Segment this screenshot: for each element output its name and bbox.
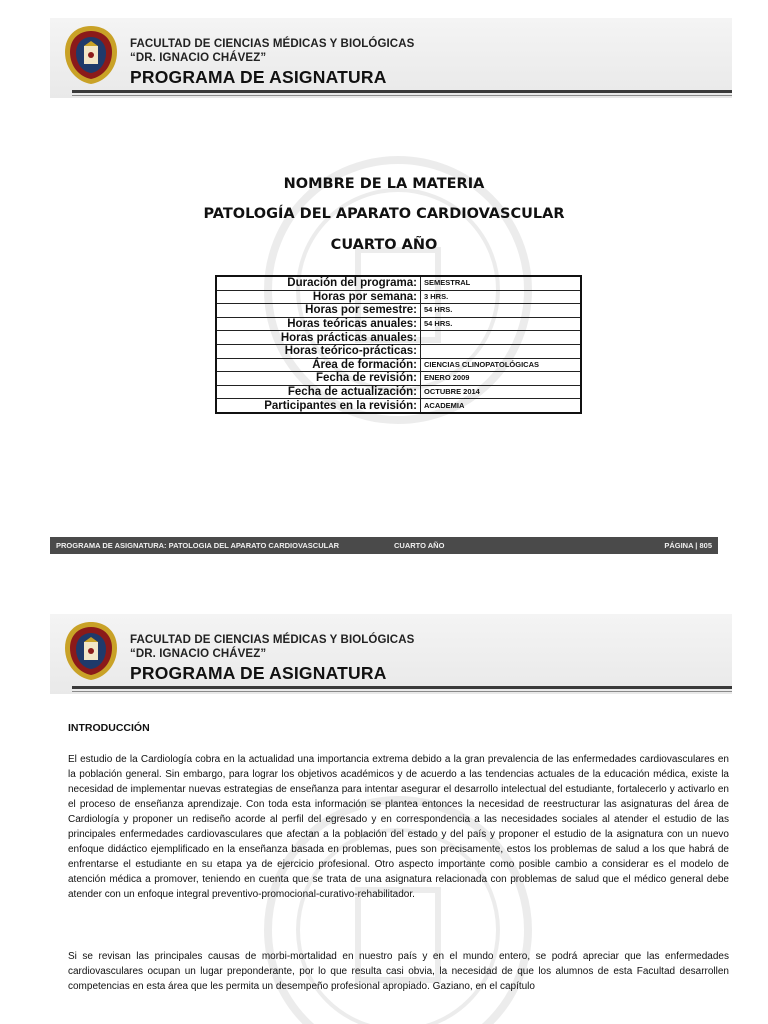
info-row — [216, 276, 581, 290]
info-label: Duración del programa: — [216, 276, 421, 290]
document-title: PROGRAMA DE ASIGNATURA — [130, 663, 387, 683]
info-row — [216, 385, 581, 399]
info-label: Participantes en la revisión: — [216, 399, 421, 413]
program-info-table — [215, 275, 582, 414]
header-divider — [72, 686, 732, 689]
course-year: CUARTO AÑO — [330, 237, 438, 253]
info-value: OCTUBRE 2014 — [421, 385, 582, 399]
footer-year: CUARTO AÑO — [394, 541, 445, 550]
info-value: CIENCIAS CLINOPATOLÓGICAS — [421, 358, 582, 372]
subject-name: PATOLOGÍA DEL APARATO CARDIOVASCULAR — [203, 206, 565, 222]
info-label: Horas por semana: — [216, 290, 421, 304]
info-row — [216, 331, 581, 345]
institution-name: FACULTAD DE CIENCIAS MÉDICAS Y BIOLÓGICAS — [130, 38, 415, 50]
body-paragraph: Si se revisan las principales causas de morbi-mortalidad en nuestro país y en el mundo entero, se podrá apreciar que las enfermedades cardiovasculares ocupan un lugar preponderante, por lo que resulta casi obvia, la necesidad de que los alumnos de esta Facultad desarrollen competencias en esta área que les permita un desempeño profesional apropiado. Gaziano, en el capítulo — [68, 951, 729, 992]
institution-name: FACULTAD DE CIENCIAS MÉDICAS Y BIOLÓGICAS — [130, 634, 415, 646]
page-header — [50, 614, 732, 694]
info-row — [216, 290, 581, 304]
info-value: 54 HRS. — [421, 304, 582, 318]
info-row — [216, 399, 581, 413]
info-label: Horas teóricas anuales: — [216, 317, 421, 331]
section-heading: INTRODUCCIÓN — [68, 722, 150, 734]
document-title: PROGRAMA DE ASIGNATURA — [130, 67, 387, 87]
info-row — [216, 372, 581, 386]
subject-name-label: NOMBRE DE LA MATERIA — [283, 176, 485, 192]
info-row — [216, 344, 581, 358]
university-crest-icon — [62, 620, 120, 682]
footer-program-name: PROGRAMA DE ASIGNATURA: PATOLOGIA DEL APARATO CARDIOVASCULAR — [56, 541, 340, 550]
header-divider — [72, 90, 732, 93]
header-divider-thin — [72, 691, 732, 692]
university-crest-icon — [62, 24, 120, 86]
info-row — [216, 304, 581, 318]
info-value: 54 HRS. — [421, 317, 582, 331]
info-value — [421, 344, 582, 358]
info-label: Fecha de revisión: — [216, 372, 421, 386]
info-value: 3 HRS. — [421, 290, 582, 304]
info-value — [421, 331, 582, 345]
footer-page-number: PÁGINA | 805 — [664, 541, 712, 550]
info-label: Área de formación: — [216, 358, 421, 372]
info-label: Horas por semestre: — [216, 304, 421, 318]
info-label: Horas prácticas anuales: — [216, 331, 421, 345]
info-value: ACADEMIA — [421, 399, 582, 413]
page-header — [50, 18, 732, 98]
body-paragraph: El estudio de la Cardiología cobra en la actualidad una importancia extrema debido a la gran prevalencia de las enfermedades cardiovasculares en la población general. Sin embargo, para lograr los objetivos académicos y de acuerdo a las tendencias actuales de la educación médica, existe la necesidad de implementar nuevas estrategias de enseñanza para intentar asegurar el desarrollo intelectual del estudiante, fortalecerlo y activarlo en el proceso de enseñanza aprendizaje. Con toda esta información se plantea entonces la necesidad de reestructurar las asignaturas del área de Cardiología y proponer un rediseño acorde al perfil del egresado y en correspondencia a las necesidades sociales al atender el estudio de las principales enfermedades cardiovasculares que afectan a la población del estado y del país y proponer el estudio de la asignatura con un nuevo enfoque didáctico ejemplificado en la enseñanza basada en problemas, pues son precisamente, estos los problemas de salud a los que habrá de enfrentarse el estudiante en su etapa ya de ejercicio profesional. Otro aspecto importante como posible cambio a considerar es el modelo de atención médica a promover, teniendo en cuenta que se trata de una asignatura relacionada con problemas de salud que el médico general debe atender con un enfoque integral preventivo-promocional-curativo-rehabilitador. — [68, 754, 729, 900]
info-value: ENERO 2009 — [421, 372, 582, 386]
page-footer — [50, 537, 718, 554]
info-label: Horas teórico-prácticas: — [216, 344, 421, 358]
info-value: SEMESTRAL — [421, 276, 582, 290]
institution-subtitle: “DR. IGNACIO CHÁVEZ” — [130, 648, 267, 660]
institution-subtitle: “DR. IGNACIO CHÁVEZ” — [130, 52, 267, 64]
header-divider-thin — [72, 95, 732, 96]
info-row — [216, 358, 581, 372]
info-label: Fecha de actualización: — [216, 385, 421, 399]
info-row — [216, 317, 581, 331]
